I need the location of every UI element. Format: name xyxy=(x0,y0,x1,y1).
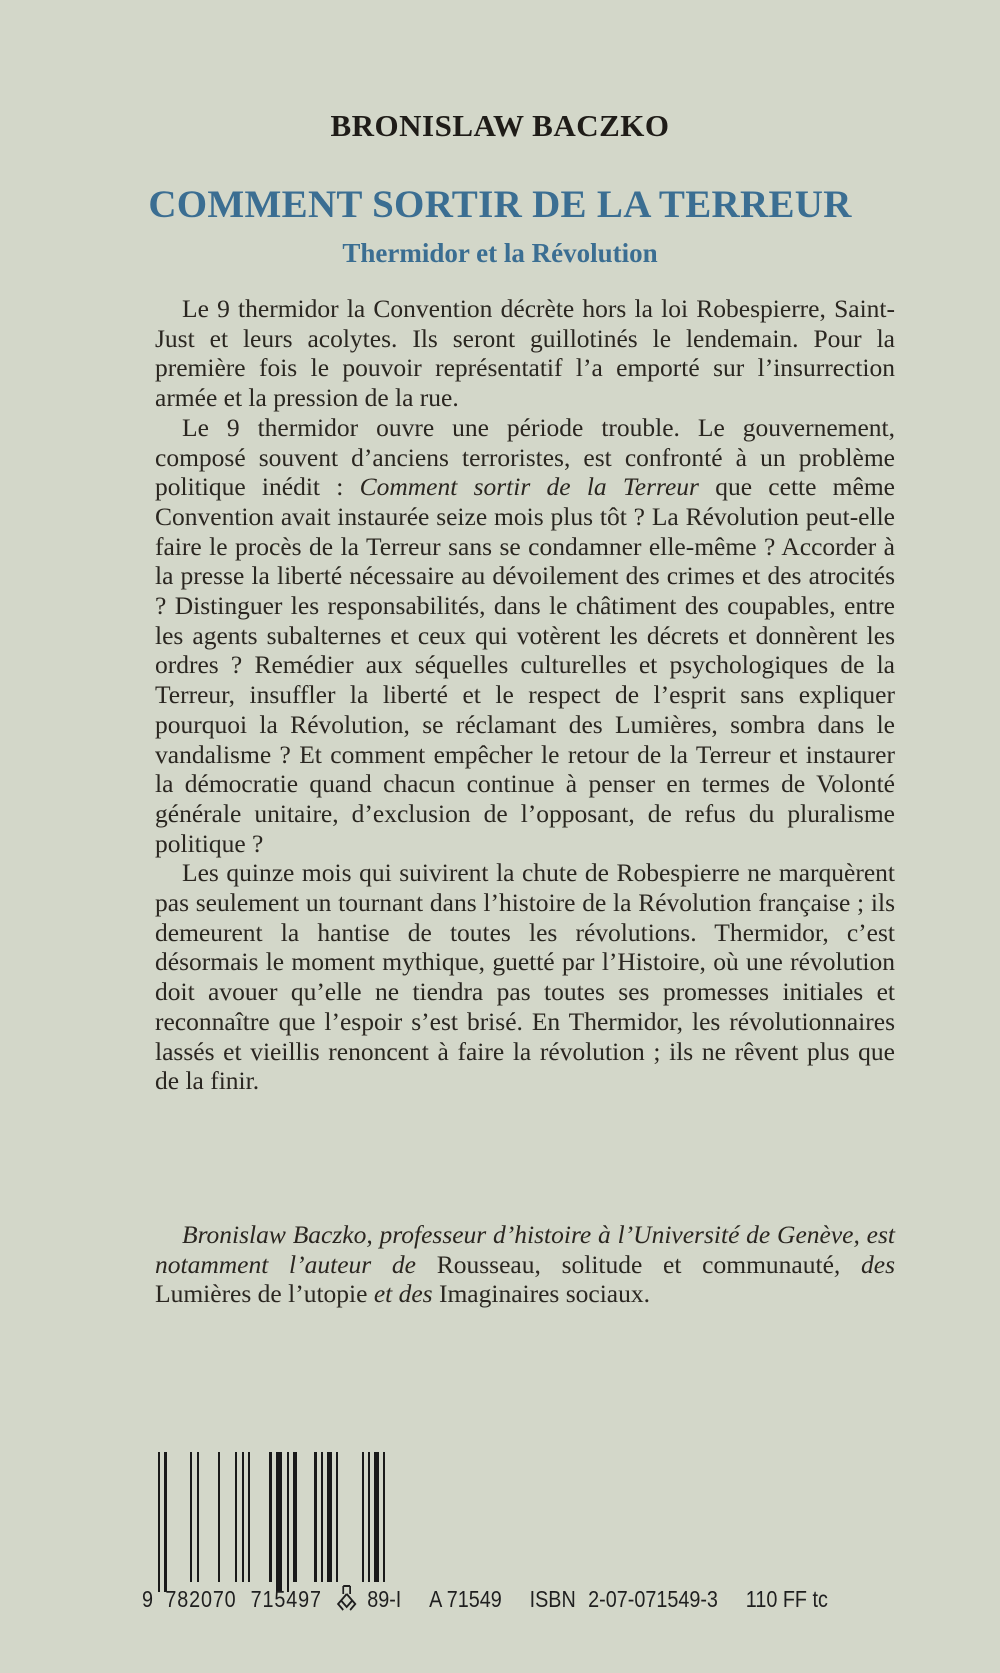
barcode-bar xyxy=(269,1452,271,1582)
isbn-number: 2-07-071549-3 xyxy=(588,1586,718,1612)
barcode-bar xyxy=(164,1452,166,1592)
barcode-bar xyxy=(383,1452,385,1582)
reference-number: A 71549 xyxy=(429,1586,502,1612)
blurb-paragraph-3: Les quinze mois qui suivirent la chute de Robespierre ne marquèrent pas seulement un tournant dans l’histoire de la Révolution française ; ils demeurent la hantise de toutes les révolutions. Thermidor, c’est désormais le moment mythique, guetté par l’Histoire, où une révolution doit avouer qu’elle ne tiendra pas toutes ses promesses initiales et reconnaître que l’espoir s’est brisé. En Thermidor, les révolutionnaires lassés et vieillis renoncent à faire la révolution ; ils ne rêvent plus que de la finir. xyxy=(155,858,895,1096)
barcode-bar xyxy=(368,1452,370,1582)
barcode-bar xyxy=(314,1452,316,1582)
blurb xyxy=(155,294,895,1096)
barcode-digit-first: 9 xyxy=(142,1586,154,1612)
barcode-bar xyxy=(287,1452,289,1592)
bio-sep: et des xyxy=(367,1279,439,1309)
barcode-bar xyxy=(197,1452,199,1582)
bio-work: Lumières de l’utopie xyxy=(155,1279,368,1309)
blurb-text: Le 9 thermidor ouvre une période trouble. Le gouvernement, composé souvent d’anciens terroristes, est confronté à un problème politique inédit : xyxy=(155,412,895,502)
barcode-bar xyxy=(327,1452,331,1582)
barcode-bar xyxy=(218,1452,220,1582)
book-title: COMMENT SORTIR DE LA TERREUR xyxy=(148,183,852,226)
barcode-bar xyxy=(336,1452,338,1582)
bio-name: Bronislaw Baczko xyxy=(182,1220,367,1249)
bio-paragraph xyxy=(155,1220,895,1309)
code: 89-I xyxy=(367,1586,402,1612)
barcode-bar xyxy=(321,1452,323,1582)
barcode-bar xyxy=(276,1452,283,1592)
blurb-paragraph-2 xyxy=(155,413,895,859)
book-subtitle: Thermidor et la Révolution xyxy=(342,238,658,268)
bio-role: , professeur d’histoire à l’Université de Genève, est notamment l’auteur de xyxy=(155,1220,895,1279)
author-name: BRONISLAW BACZKO xyxy=(330,108,670,143)
barcode-digits-group-2: 715497 xyxy=(250,1586,322,1612)
barcode-bar xyxy=(374,1452,378,1582)
blurb-italic-title: Comment sortir de la Terreur xyxy=(359,472,699,502)
blurb-paragraph-1: Le 9 thermidor la Convention décrète hors la loi Robespierre, Saint-Just et leurs acolytes. Ils seront guillotinés le lendemain. Pour la première fois le pouvoir représentatif l’a emporté sur l’insurrection armée et la pression de la rue. xyxy=(155,294,895,413)
bio-work: Rousseau, solitude et communauté xyxy=(436,1249,834,1279)
barcode-info-row xyxy=(142,1584,828,1618)
barcode-bar xyxy=(242,1452,244,1582)
publisher-logo-icon xyxy=(336,1584,358,1618)
barcode-bars xyxy=(158,1452,373,1582)
blurb-text: que cette même Convention avait instaurée seize mois plus tôt ? La Révolution peut-elle faire le procès de la Terreur sans se condamner elle-même ? Accorder à la presse la liberté nécessaire au dévoilement des crimes et des atrocités ? Distinguer les responsabilités, dans le châtiment des coupables, entre les agents subalternes et ceux qui votèrent les décrets et donnèrent les ordres ? Remédier aux séquelles culturelles et psychologiques de la Terreur, insuffler la liberté et le respect de l’esprit sans expliquer pourquoi la Révolution, se réclamant des Lumières, sombra dans le vandalisme ? Et comment empêcher le retour de la Terreur et instaurer la démocratie quand chacun continue à penser en termes de Volonté générale unitaire, d’exclusion de l’opposant, de refus du pluralisme politique ? xyxy=(155,472,895,858)
barcode-bar xyxy=(158,1452,160,1592)
barcode-bar xyxy=(248,1452,250,1582)
bio-sep: , des xyxy=(833,1249,896,1279)
bio-work: Imaginaires sociaux xyxy=(438,1279,644,1309)
barcode-bar xyxy=(362,1452,364,1582)
bio-end: . xyxy=(643,1279,650,1309)
barcode-bar xyxy=(235,1452,237,1582)
barcode-bar xyxy=(190,1452,192,1582)
isbn-label: ISBN xyxy=(529,1586,576,1612)
barcode-digits-group-1: 782070 xyxy=(165,1586,237,1612)
price: 110 FF tc xyxy=(745,1586,828,1612)
barcode-bar xyxy=(293,1452,297,1582)
author-bio xyxy=(155,1220,895,1309)
